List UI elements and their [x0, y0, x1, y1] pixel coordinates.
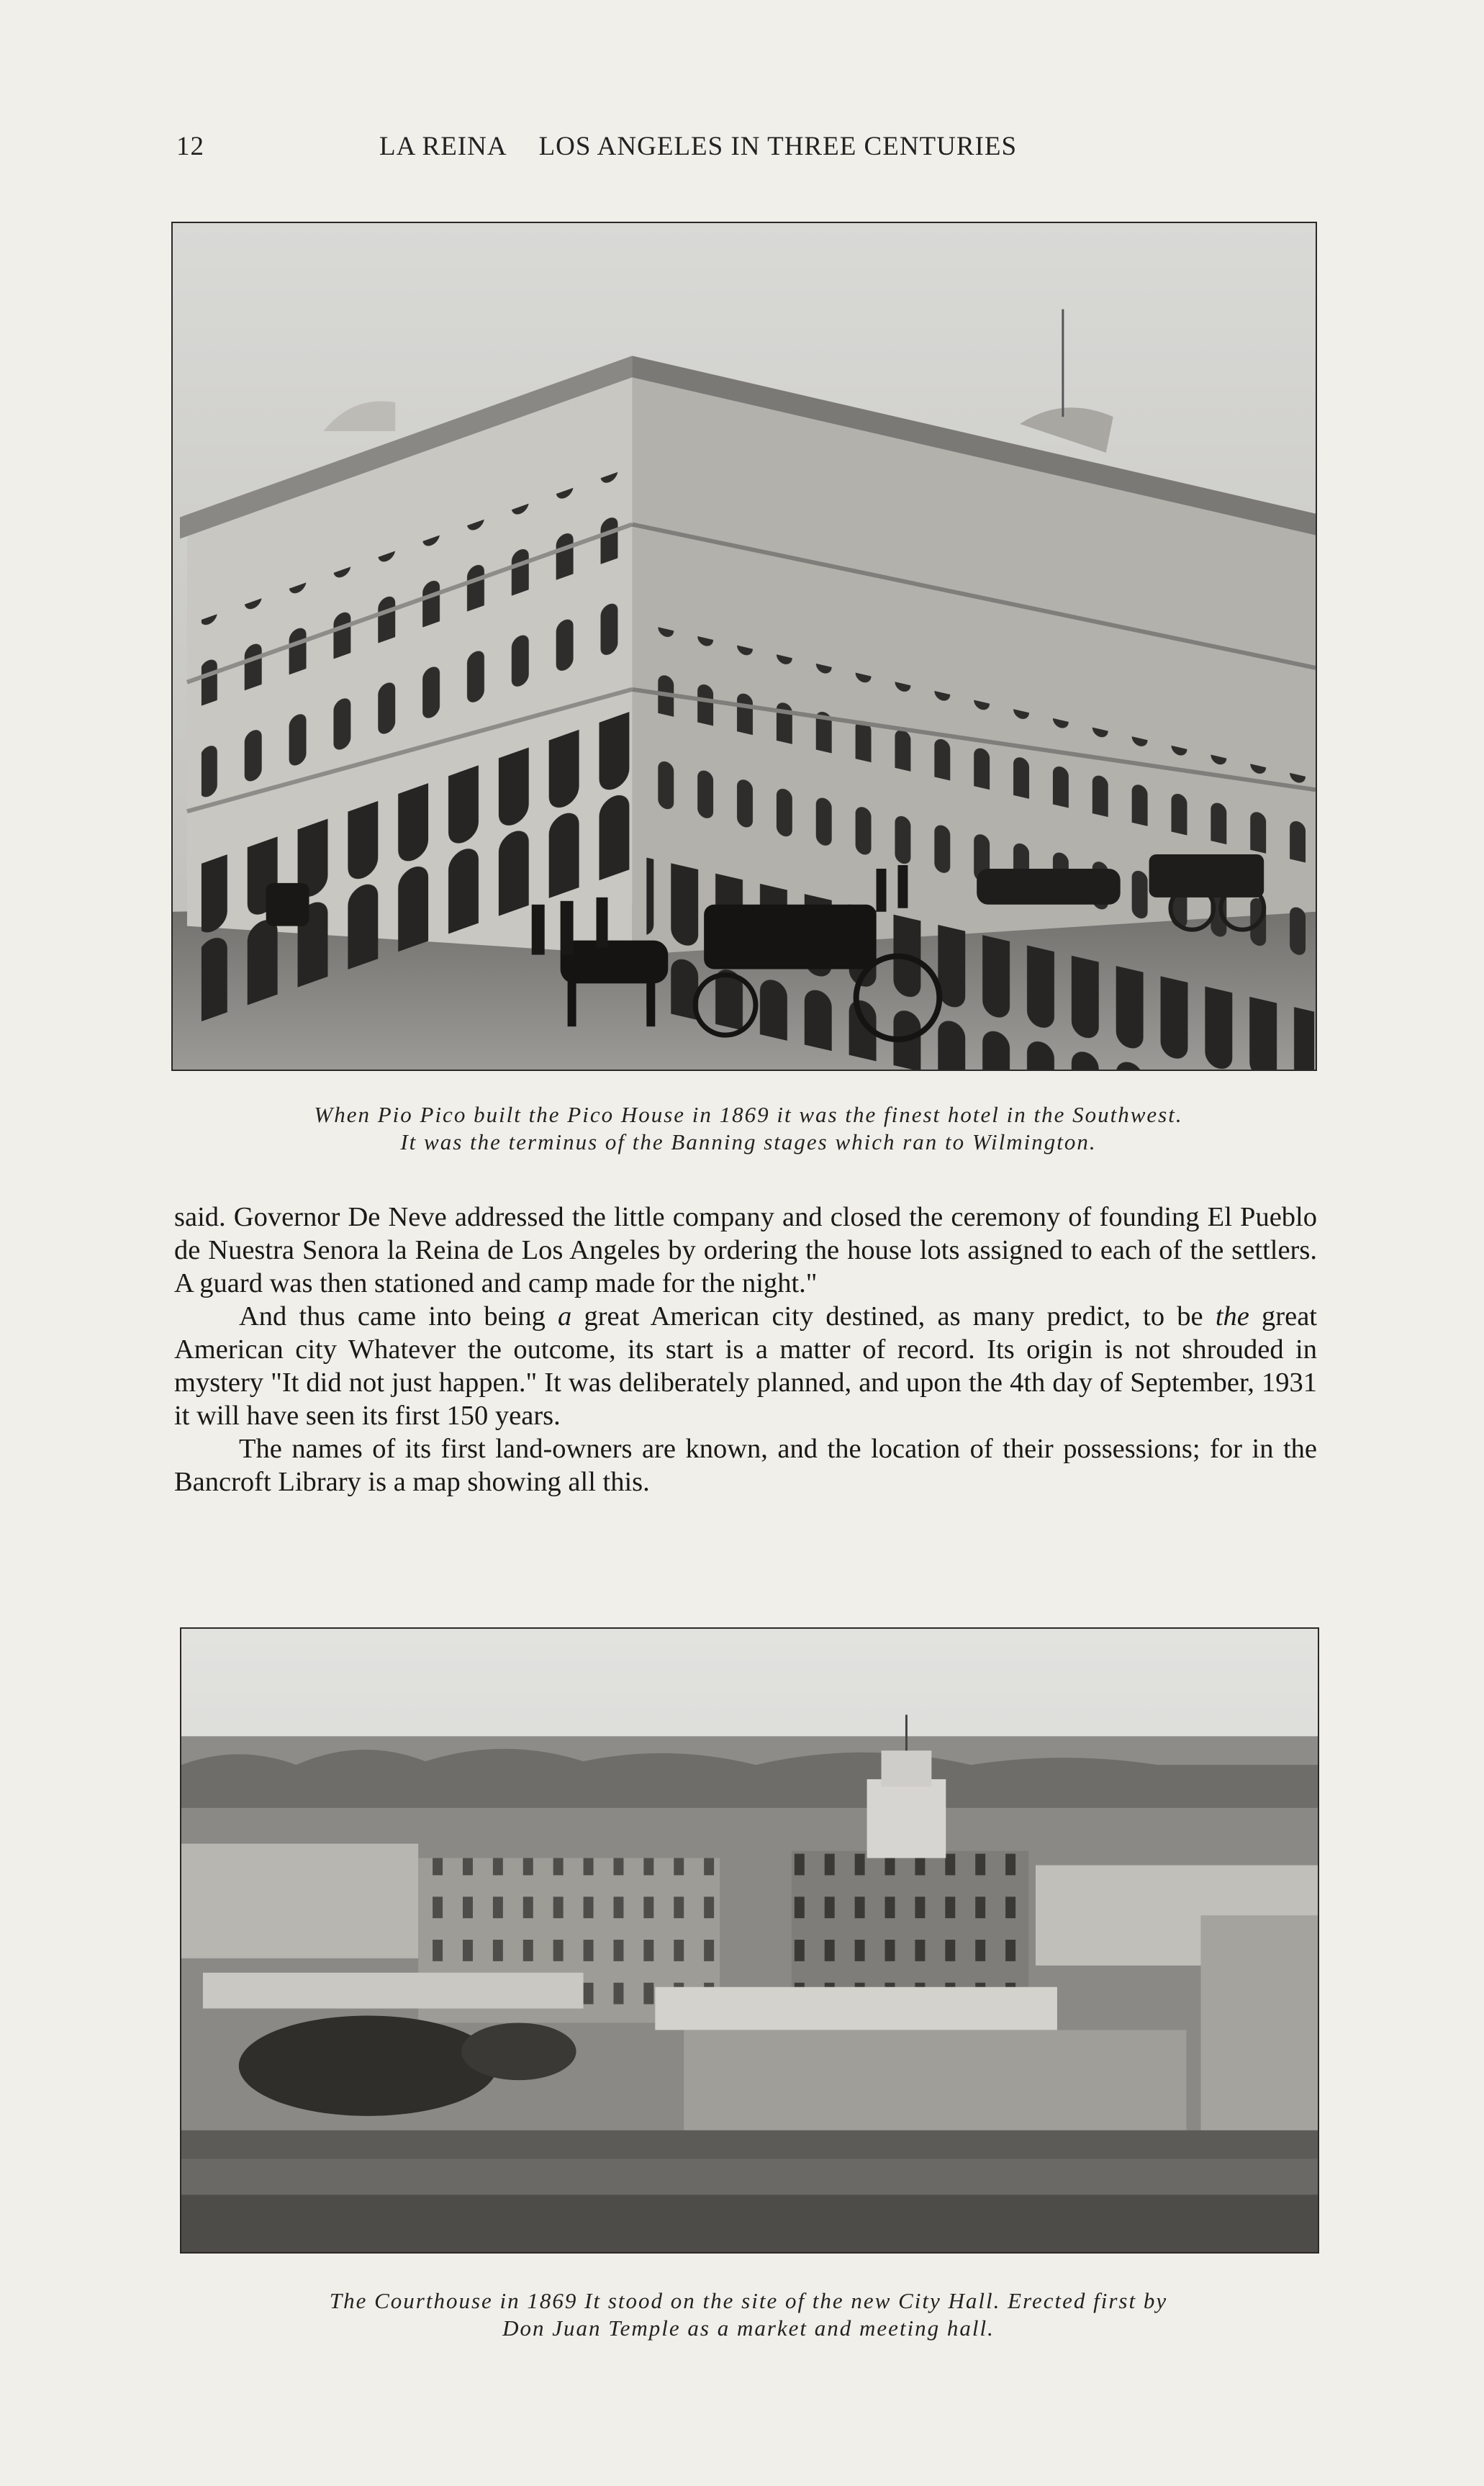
- courthouse-caption: [180, 2287, 1317, 2342]
- caption-line: When Pio Pico built the Pico House in 1869 it was the finest hotel in the Southwest.: [314, 1102, 1183, 1127]
- pico-house-photo-drawing: [173, 223, 1316, 1070]
- caption-line: The Courthouse in 1869 It stood on the site of the new City Hall. Erected first by: [329, 2288, 1168, 2313]
- caption-line: It was the terminus of the Banning stages which ran to Wilmington.: [400, 1129, 1097, 1154]
- text-run: great American city destined, as many predict, to be: [571, 1301, 1216, 1332]
- courthouse-photo-drawing: [181, 1629, 1318, 2252]
- book-title-main: LA REINA: [379, 132, 507, 161]
- pico-house-photo: [171, 222, 1317, 1071]
- page-number: 12: [176, 132, 204, 161]
- pico-house-caption: [180, 1101, 1317, 1156]
- courthouse-photo: [180, 1627, 1319, 2254]
- text-run: great American city Whatever the outcome, its start is a matter of record. Its origin is not shrouded in mystery "It did not just happen." It was deliberately planned, and upon the 4th day of September, 1931 it will have seen its first 150 years.: [174, 1301, 1317, 1431]
- paragraph: [174, 1300, 1317, 1432]
- text-run: And thus came into being: [239, 1301, 558, 1332]
- book-subtitle: LOS ANGELES IN THREE CENTURIES: [538, 132, 1018, 161]
- paragraph: The names of its first land-owners are known, and the location of their possessions; for in the Bancroft Library is a map showing all this.: [174, 1434, 1317, 1497]
- caption-line: Don Juan Temple as a market and meeting hall.: [502, 2315, 995, 2341]
- emphasis: the: [1215, 1301, 1249, 1332]
- book-title: [379, 131, 1017, 162]
- body-text: [174, 1201, 1317, 1499]
- paragraph: said. Governor De Neve addressed the little company and closed the ceremony of founding El Pueblo de Nuestra Senora la Reina de Los Angeles by ordering the house lots assigned to each of the settlers. A guard was then stationed and camp made for the night.": [174, 1202, 1317, 1298]
- emphasis: a: [558, 1301, 572, 1332]
